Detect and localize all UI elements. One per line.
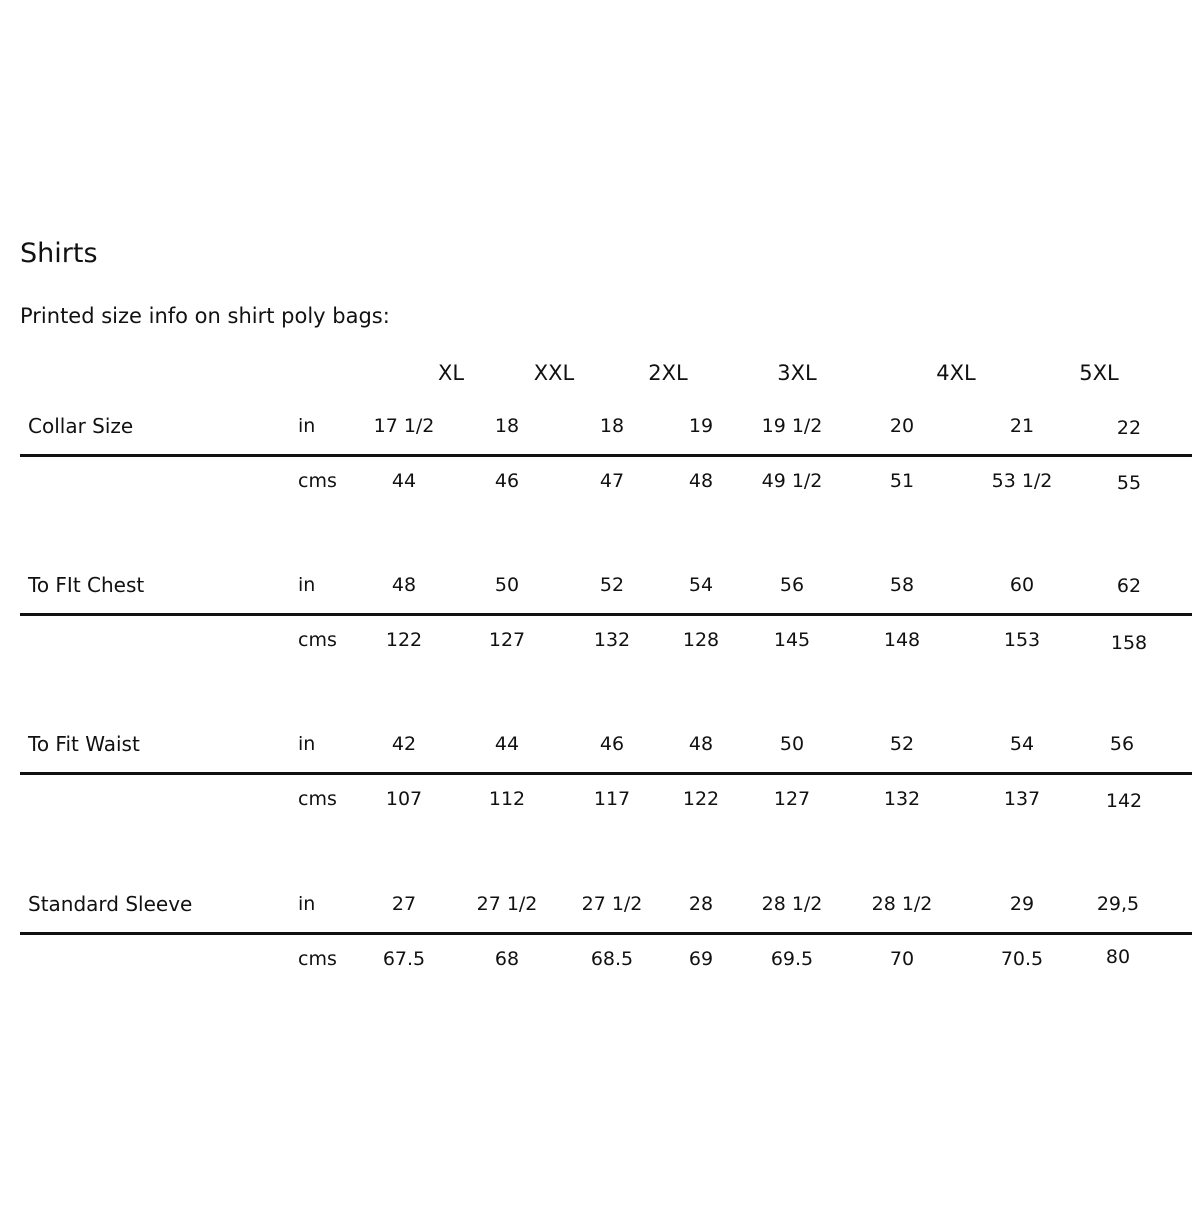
chest-cm-value: 158 [1110,632,1148,654]
chest-in-value: 56 [779,574,805,596]
waist-cm-value: 122 [682,788,720,810]
sleeve-cm-value: 69 [688,948,714,970]
unit-centimeters: cms [298,788,337,810]
sleeve-in-value: 27 1/2 [476,893,538,915]
waist-cm-value: 117 [593,788,631,810]
size-header-xl: XL [437,361,465,385]
row-label-collar-size: Collar Size [28,414,134,438]
size-header-3xl: 3XL [777,361,817,385]
collar-cm-value: 46 [494,470,520,492]
size-header-xxl: XXL [533,361,575,385]
sleeve-cm-value: 70 [889,948,915,970]
page-title: Shirts [20,238,98,269]
chest-cm-value: 153 [1003,629,1041,651]
chest-cm-value: 145 [773,629,811,651]
collar-in-value: 22 [1116,417,1142,439]
sleeve-cm-value: 80 [1105,946,1131,968]
sleeve-in-value: 27 [391,893,417,915]
chest-in-value: 62 [1116,575,1142,597]
sleeve-in-value: 27 1/2 [581,893,643,915]
chest-in-value: 60 [1009,574,1035,596]
sleeve-cm-value: 69.5 [770,948,814,970]
waist-in-value: 50 [779,733,805,755]
collar-cm-value: 44 [391,470,417,492]
collar-in-value: 19 [688,415,714,437]
unit-inches: in [298,893,316,915]
unit-centimeters: cms [298,470,337,492]
size-header-5xl: 5XL [1079,361,1119,385]
waist-in-value: 52 [889,733,915,755]
waist-cm-value: 127 [773,788,811,810]
chest-cm-value: 122 [385,629,423,651]
chest-cm-value: 148 [883,629,921,651]
waist-cm-value: 112 [488,788,526,810]
chest-in-value: 52 [599,574,625,596]
row-label-chest: To FIt Chest [28,573,145,597]
collar-in-value: 18 [494,415,520,437]
sleeve-cm-value: 68 [494,948,520,970]
collar-cm-value: 47 [599,470,625,492]
chest-in-value: 54 [688,574,714,596]
sleeve-in-value: 28 1/2 [871,893,933,915]
unit-inches: in [298,574,316,596]
sleeve-in-value: 28 [688,893,714,915]
row-divider [20,932,1192,935]
waist-in-value: 56 [1109,733,1135,755]
chest-cm-value: 132 [593,629,631,651]
waist-in-value: 54 [1009,733,1035,755]
row-label-sleeve: Standard Sleeve [28,892,193,916]
collar-cm-value: 49 1/2 [761,470,823,492]
waist-cm-value: 142 [1105,790,1143,812]
unit-centimeters: cms [298,629,337,651]
chest-in-value: 48 [391,574,417,596]
section-collar-size [0,412,1200,572]
collar-in-value: 19 1/2 [761,415,823,437]
waist-cm-value: 107 [385,788,423,810]
waist-in-value: 46 [599,733,625,755]
chest-cm-value: 128 [682,629,720,651]
section-waist [0,730,1200,890]
collar-cm-value: 51 [889,470,915,492]
unit-centimeters: cms [298,948,337,970]
collar-cm-value: 53 1/2 [991,470,1053,492]
sleeve-cm-value: 70.5 [1000,948,1044,970]
sleeve-in-value: 29 [1009,893,1035,915]
sleeve-in-value: 29,5 [1096,893,1140,915]
chest-in-value: 58 [889,574,915,596]
chest-cm-value: 127 [488,629,526,651]
row-divider [20,772,1192,775]
waist-cm-value: 132 [883,788,921,810]
unit-inches: in [298,733,316,755]
size-header-4xl: 4XL [936,361,976,385]
section-sleeve [0,890,1200,1050]
sleeve-in-value: 28 1/2 [761,893,823,915]
collar-in-value: 17 1/2 [373,415,435,437]
row-divider [20,613,1192,616]
waist-in-value: 48 [688,733,714,755]
row-label-waist: To Fit Waist [28,732,140,756]
row-divider [20,454,1192,457]
sleeve-cm-value: 68.5 [590,948,634,970]
chest-in-value: 50 [494,574,520,596]
waist-in-value: 42 [391,733,417,755]
waist-in-value: 44 [494,733,520,755]
collar-in-value: 18 [599,415,625,437]
sleeve-cm-value: 67.5 [382,948,426,970]
collar-cm-value: 55 [1116,472,1142,494]
collar-in-value: 20 [889,415,915,437]
collar-in-value: 21 [1009,415,1035,437]
page-subtitle: Printed size info on shirt poly bags: [20,304,390,328]
collar-cm-value: 48 [688,470,714,492]
section-chest [0,571,1200,731]
unit-inches: in [298,415,316,437]
waist-cm-value: 137 [1003,788,1041,810]
size-header-2xl: 2XL [648,361,688,385]
